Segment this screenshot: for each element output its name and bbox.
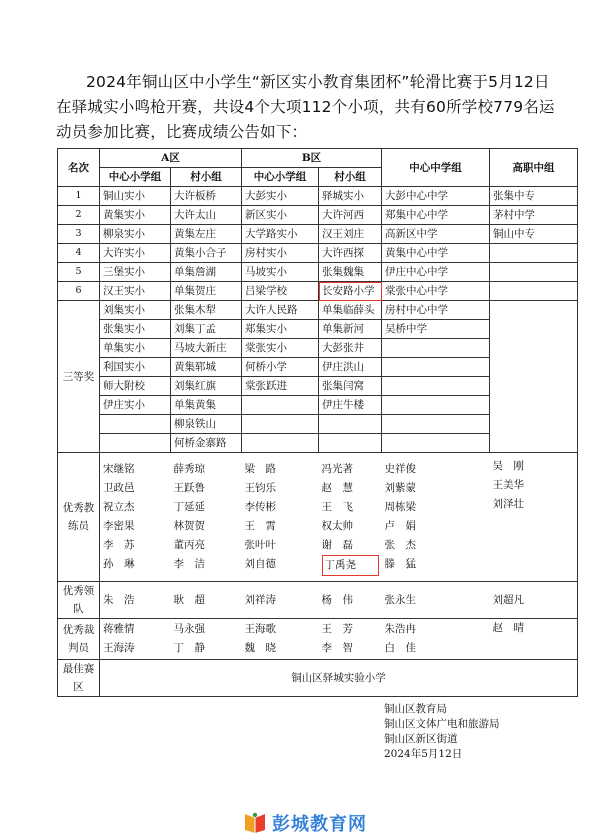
referee-name: 白 佳 <box>384 642 416 654</box>
rank-cell: 5 <box>58 263 100 282</box>
table-cell: 汉王刘庄 <box>319 225 382 244</box>
table-cell: 吴桥中学 <box>382 320 490 339</box>
referee-name: 马永强 <box>173 623 205 635</box>
table-cell <box>382 396 490 415</box>
table-cell: 铜山中专 <box>490 225 578 244</box>
referee-name: 魏 晓 <box>244 642 276 654</box>
table-cell: 棠张中心中学 <box>382 282 490 301</box>
table-cell: 何桥金寨路 <box>171 434 242 453</box>
table-cell: 伊庄中心中学 <box>382 263 490 282</box>
table-cell: 刘集实小 <box>100 301 171 320</box>
coach-name: 权太帅 <box>321 520 353 532</box>
results-table <box>57 148 578 697</box>
referee-name: 王海歌 <box>244 623 276 635</box>
coach-name: 刘紫蒙 <box>384 482 416 494</box>
coach-name: 林贺贺 <box>173 520 205 532</box>
coaches-row <box>58 453 578 582</box>
table-cell: 大许实小 <box>100 244 171 263</box>
referees-row <box>58 619 578 660</box>
coach-name: 谢 磊 <box>321 539 353 551</box>
coach-name: 滕 猛 <box>384 558 416 570</box>
logo-text: 彭城教育网 <box>272 814 367 835</box>
table-cell: 刘集丁孟 <box>171 320 242 339</box>
table-cell: 黄集实小 <box>100 206 171 225</box>
header-zone-b: B区 <box>242 149 382 168</box>
best-zone-value: 铜山区驿城实验小学 <box>100 660 578 697</box>
table-cell <box>100 415 171 434</box>
referee-name: 王海涛 <box>103 642 135 654</box>
issue-date: 2024年5月12日 <box>384 748 463 760</box>
leader-name: 杨 伟 <box>319 582 382 619</box>
issuer-org: 铜山区新区街道 <box>384 733 458 745</box>
highlighted-cell: 长安路小学 <box>319 282 382 301</box>
header-a-center: 中心小学组 <box>100 168 171 187</box>
highlighted-coach-name: 丁禹尧 <box>322 555 379 576</box>
site-logo <box>242 810 367 836</box>
table-cell: 伊庄实小 <box>100 396 171 415</box>
table-cell: 单集实小 <box>100 339 171 358</box>
table-cell: 马坡实小 <box>242 263 319 282</box>
table-cell <box>490 263 578 282</box>
coaches-a-village <box>171 453 242 582</box>
table-cell: 单集詹湖 <box>171 263 242 282</box>
book-icon <box>242 812 268 834</box>
empty-cell <box>490 301 578 453</box>
table-cell <box>242 434 319 453</box>
coach-name: 吴 刚 <box>492 460 524 472</box>
table-cell: 汉王实小 <box>100 282 171 301</box>
table-cell: 单集贺庄 <box>171 282 242 301</box>
leader-name: 朱 浩 <box>100 582 171 619</box>
coaches-vocational <box>490 453 578 582</box>
intro-paragraph: 2024年铜山区中小学生“新区实小教育集团杯”轮滑比赛于5月12日在驿城实小鸣枪开赛，共设4个大项112个小项，共有60所学校779名运动员参加比赛，比赛成绩公告如下： <box>56 73 555 141</box>
header-b-center: 中心小学组 <box>242 168 319 187</box>
leader-name: 耿 超 <box>171 582 242 619</box>
referees-a-center <box>100 619 171 660</box>
coach-name: 史祥俊 <box>384 463 416 475</box>
referees-a-village <box>171 619 242 660</box>
leaders-label: 优秀领队 <box>58 582 100 619</box>
table-row <box>58 244 578 263</box>
table-cell: 师大附校 <box>100 377 171 396</box>
referee-name: 蒋雅情 <box>103 623 135 635</box>
coach-name: 李 苏 <box>103 539 135 551</box>
coach-name: 冯光著 <box>321 463 353 475</box>
table-cell: 郑集中心中学 <box>382 206 490 225</box>
leader-name: 刘祥涛 <box>242 582 319 619</box>
coaches-b-village <box>319 453 382 582</box>
table-cell: 大学路实小 <box>242 225 319 244</box>
table-cell <box>382 377 490 396</box>
table-cell: 黄集小合子 <box>171 244 242 263</box>
header-zone-a: A区 <box>100 149 242 168</box>
table-cell: 大彭实小 <box>242 187 319 206</box>
table-cell: 铜山实小 <box>100 187 171 206</box>
coach-name: 张叶叶 <box>244 539 276 551</box>
table-cell: 伊庄洪山 <box>319 358 382 377</box>
table-cell: 三堡实小 <box>100 263 171 282</box>
coach-name: 周栋梁 <box>384 501 416 513</box>
table-cell: 郑集实小 <box>242 320 319 339</box>
issuer-org: 铜山区文体广电和旅游局 <box>384 718 500 730</box>
table-cell: 张集中专 <box>490 187 578 206</box>
coach-name: 刘泽壮 <box>492 498 524 510</box>
header-a-village: 村小组 <box>171 168 242 187</box>
rank-cell: 3 <box>58 225 100 244</box>
table-cell: 单集新河 <box>319 320 382 339</box>
table-cell <box>382 339 490 358</box>
table-cell: 柳泉铁山 <box>171 415 242 434</box>
table-cell: 黄集中心中学 <box>382 244 490 263</box>
referee-name: 朱浩冉 <box>384 623 416 635</box>
header-rank: 名次 <box>58 149 100 187</box>
coach-name: 董丙亮 <box>173 539 205 551</box>
table-cell: 柳泉实小 <box>100 225 171 244</box>
referees-vocational <box>490 619 578 660</box>
table-cell: 黄集郓城 <box>171 358 242 377</box>
table-cell: 单集黄集 <box>171 396 242 415</box>
table-row <box>58 225 578 244</box>
table-cell <box>382 358 490 377</box>
table-cell: 新区实小 <box>242 206 319 225</box>
best-zone-label: 最佳赛区 <box>58 660 100 697</box>
table-cell: 伊庄牛楼 <box>319 396 382 415</box>
coach-name: 丁延延 <box>173 501 205 513</box>
coaches-a-center <box>100 453 171 582</box>
table-cell <box>100 434 171 453</box>
coach-name: 王 飞 <box>321 501 353 513</box>
table-cell: 单集临薛头 <box>319 301 382 320</box>
coach-name: 张 杰 <box>384 539 416 551</box>
table-cell: 利国实小 <box>100 358 171 377</box>
table-cell <box>242 415 319 434</box>
coaches-label: 优秀教练员 <box>58 453 100 582</box>
table-cell: 大许板桥 <box>171 187 242 206</box>
coach-name: 卢 娟 <box>384 520 416 532</box>
table-row <box>58 263 578 282</box>
leaders-row <box>58 582 578 619</box>
table-cell: 房村中心中学 <box>382 301 490 320</box>
coach-name: 王钧乐 <box>244 482 276 494</box>
table-cell: 张集闫窝 <box>319 377 382 396</box>
referee-name: 赵 晴 <box>492 622 524 634</box>
coach-name: 卫政邑 <box>103 482 135 494</box>
referee-name: 丁 静 <box>173 642 205 654</box>
third-prize-label: 三等奖 <box>58 301 100 453</box>
table-cell <box>319 415 382 434</box>
table-cell <box>319 434 382 453</box>
table-cell <box>490 282 578 301</box>
table-row <box>58 301 578 320</box>
table-cell: 大许人民路 <box>242 301 319 320</box>
table-cell: 马坡大新庄 <box>171 339 242 358</box>
table-cell: 何桥小学 <box>242 358 319 377</box>
coach-name: 梁 路 <box>244 463 276 475</box>
table-cell <box>242 396 319 415</box>
coach-name: 薛秀琼 <box>173 463 205 475</box>
rank-cell: 4 <box>58 244 100 263</box>
coach-name: 宋继铭 <box>103 463 135 475</box>
table-cell: 张集魏集 <box>319 263 382 282</box>
referees-middle <box>382 619 490 660</box>
table-row <box>58 282 578 301</box>
signature-block <box>384 702 500 762</box>
table-cell: 茅村中学 <box>490 206 578 225</box>
issuer-org: 铜山区教育局 <box>384 703 447 715</box>
referees-b-village <box>319 619 382 660</box>
best-zone-row <box>58 660 578 697</box>
table-cell: 张集木犁 <box>171 301 242 320</box>
table-row <box>58 187 578 206</box>
coach-name: 孙 琳 <box>103 558 135 570</box>
coach-name: 李传彬 <box>244 501 276 513</box>
referees-label: 优秀裁判员 <box>58 619 100 660</box>
rank-cell: 2 <box>58 206 100 225</box>
coach-name: 王美华 <box>492 479 524 491</box>
coaches-b-center <box>242 453 319 582</box>
table-cell: 棠张跃进 <box>242 377 319 396</box>
rank-cell: 6 <box>58 282 100 301</box>
leader-name: 刘超凡 <box>490 582 578 619</box>
table-cell: 大彭中心中学 <box>382 187 490 206</box>
leader-name: 张永生 <box>382 582 490 619</box>
coach-name: 刘自德 <box>244 558 276 570</box>
referee-name: 王 芳 <box>321 623 353 635</box>
rank-cell: 1 <box>58 187 100 206</box>
table-cell: 房村实小 <box>242 244 319 263</box>
table-cell: 吕梁学校 <box>242 282 319 301</box>
table-cell: 高新区中学 <box>382 225 490 244</box>
table-cell: 黄集左庄 <box>171 225 242 244</box>
table-cell <box>382 434 490 453</box>
table-cell: 大许河西 <box>319 206 382 225</box>
header-vocational: 高职中组 <box>490 149 578 187</box>
referees-b-center <box>242 619 319 660</box>
table-cell: 棠张实小 <box>242 339 319 358</box>
table-cell: 刘集红旗 <box>171 377 242 396</box>
coach-name: 赵 慧 <box>321 482 353 494</box>
table-row <box>58 206 578 225</box>
table-cell <box>490 244 578 263</box>
coach-name: 王 霄 <box>244 520 276 532</box>
table-cell: 大许太山 <box>171 206 242 225</box>
coach-name: 祝立杰 <box>103 501 135 513</box>
table-cell: 张集实小 <box>100 320 171 339</box>
coach-name: 王跃鲁 <box>173 482 205 494</box>
header-b-village: 村小组 <box>319 168 382 187</box>
table-cell: 大彭张井 <box>319 339 382 358</box>
table-cell <box>382 415 490 434</box>
table-cell: 大许西探 <box>319 244 382 263</box>
header-middle-school: 中心中学组 <box>382 149 490 187</box>
referee-name: 李 智 <box>321 642 353 654</box>
coaches-middle <box>382 453 490 582</box>
coach-name: 李密果 <box>103 520 135 532</box>
coach-name: 李 洁 <box>173 558 205 570</box>
table-cell: 驿城实小 <box>319 187 382 206</box>
